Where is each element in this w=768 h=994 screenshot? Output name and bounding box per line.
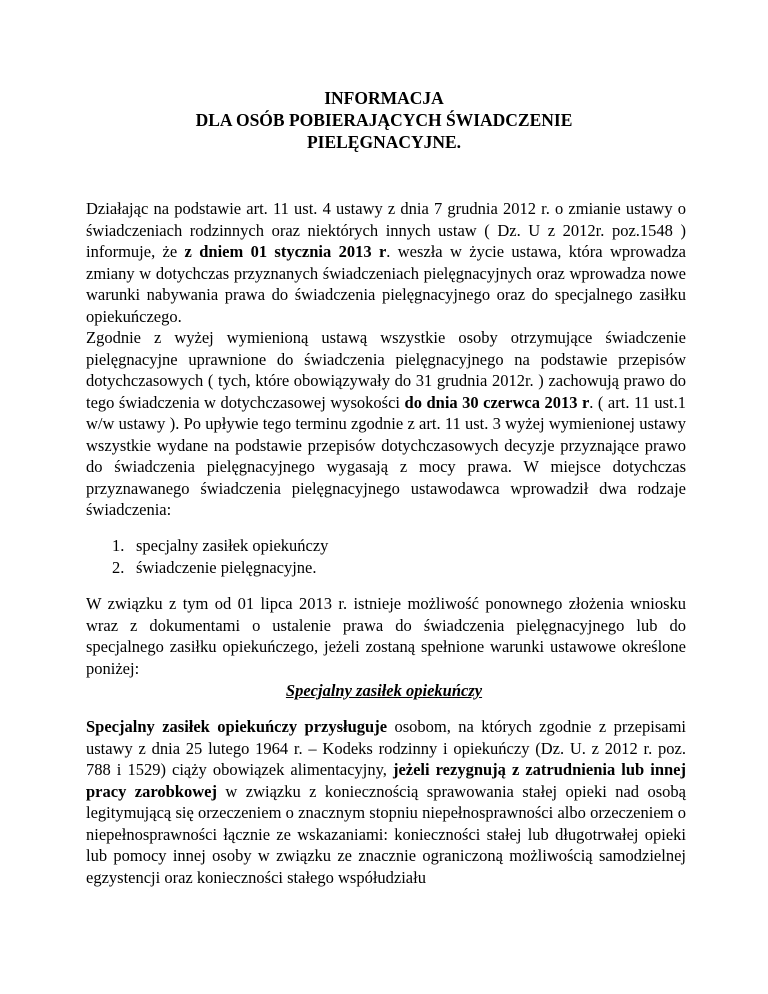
list-item-text: świadczenie pielęgnacyjne.	[136, 557, 317, 577]
title-line-3: PIELĘGNACYJNE.	[306, 132, 462, 152]
section-heading: Specjalny zasiłek opiekuńczy	[285, 681, 483, 700]
paragraph-transition-text-1: Zgodnie z wyżej wymienioną ustawą wszystkie osoby otrzymujące świadczenie pielęgnacyjne uprawnione do świadczenia pielęgnacyjnego na podstawie przepisów dotychczasowych ( tych, które obowiązywały do 31 grudnia 2012r. ) zachowują prawo do tego świadczenia w dotychczasowej wysokości	[86, 328, 686, 412]
paragraph-special-allowance-text-1: osobom, na których zgodnie z przepisami ustawy z dnia 25 lutego 1964 r. – Kodeks rodzinny i opiekuńczy (Dz. U. z 2012 r. poz. 788 i 1529) ciąży obowiązek alimentacyjny,	[86, 717, 686, 779]
benefit-types-list	[112, 535, 672, 578]
paragraph-transition-text-2: . ( art. 11 ust.1 w/w ustawy ). Po upływie tego terminu zgodnie z art. 11 ust. 3 wyżej wymienionej ustawy wszystkie wydane na podstawie przepisów dotychczasowych decyzje przyznające prawo do świadczenia pielęgnacyjnego wygasają z mocy prawa. W miejsce dotychczas przyznawanego świadczenia pielęgnacyjnego ustawodawca wprowadził dwa rodzaje świadczenia:	[86, 392, 686, 519]
list-item	[112, 535, 672, 557]
paragraph-application: W związku z tym od 01 lipca 2013 r. istnieje możliwość ponownego złożenia wniosku wraz z dokumentami o ustalenie prawa do świadczenia pielęgnacyjnego lub do specjalnego zasiłku opiekuńczego, jeżeli zostaną spełnione warunki ustawowe określone poniżej:	[86, 594, 686, 678]
paragraph-intro-text-1: Działając na podstawie art. 11 ust. 4 ustawy z dnia 7 grudnia 2012 r. o zmianie ustawy o świadczeniach rodzinnych oraz niektórych innych ustaw ( Dz. U z 2012r. poz.1548 ) informuje, że	[86, 199, 686, 261]
list-item-number: 2.	[112, 557, 125, 577]
paragraph-special-allowance	[86, 716, 686, 888]
title-line-1: INFORMACJA	[324, 88, 444, 108]
paragraph-intro	[86, 198, 686, 327]
list-item	[112, 557, 672, 579]
paragraph-intro-text-2: . weszła w życie ustawa, która wprowadza zmiany w dotychczas przyznanych świadczeniach pielęgnacyjnych oraz wprowadza nowe warunki nabywania prawa do świadczenia pielęgnacyjnego oraz do specjalnego zasiłku opiekuńczego.	[86, 242, 686, 326]
paragraph-special-allowance-bold-1: Specjalny zasiłek opiekuńczy przysługuje	[86, 717, 388, 736]
document-title	[0, 87, 768, 153]
paragraph-special-allowance-text-2: w związku z koniecznością sprawowania stałej opieki nad osobą legitymującą się orzeczeniem o znacznym stopniu niepełnosprawności albo orzeczeniem o niepełnosprawności łącznie ze wskazaniami: konieczności stałej lub długotrwałej opieki lub pomocy innej osoby w związku ze znacznie ograniczoną możliwością samodzielnej egzystencji oraz konieczności stałego współudziału	[86, 781, 686, 887]
list-item-number: 1.	[112, 536, 125, 555]
paragraph-transition	[86, 327, 686, 521]
paragraph-transition-bold-date: do dnia 30 czerwca 2013 r	[404, 392, 590, 412]
list-item-text: specjalny zasiłek opiekuńczy	[136, 536, 329, 555]
paragraph-special-allowance-bold-2: jeżeli rezygnują z zatrudnienia lub innej pracy zarobkowej	[86, 760, 687, 801]
paragraph-intro-bold-date: z dniem 01 stycznia 2013 r	[184, 242, 387, 261]
title-line-2: DLA OSÓB POBIERAJĄCYCH ŚWIADCZENIE	[195, 110, 573, 130]
